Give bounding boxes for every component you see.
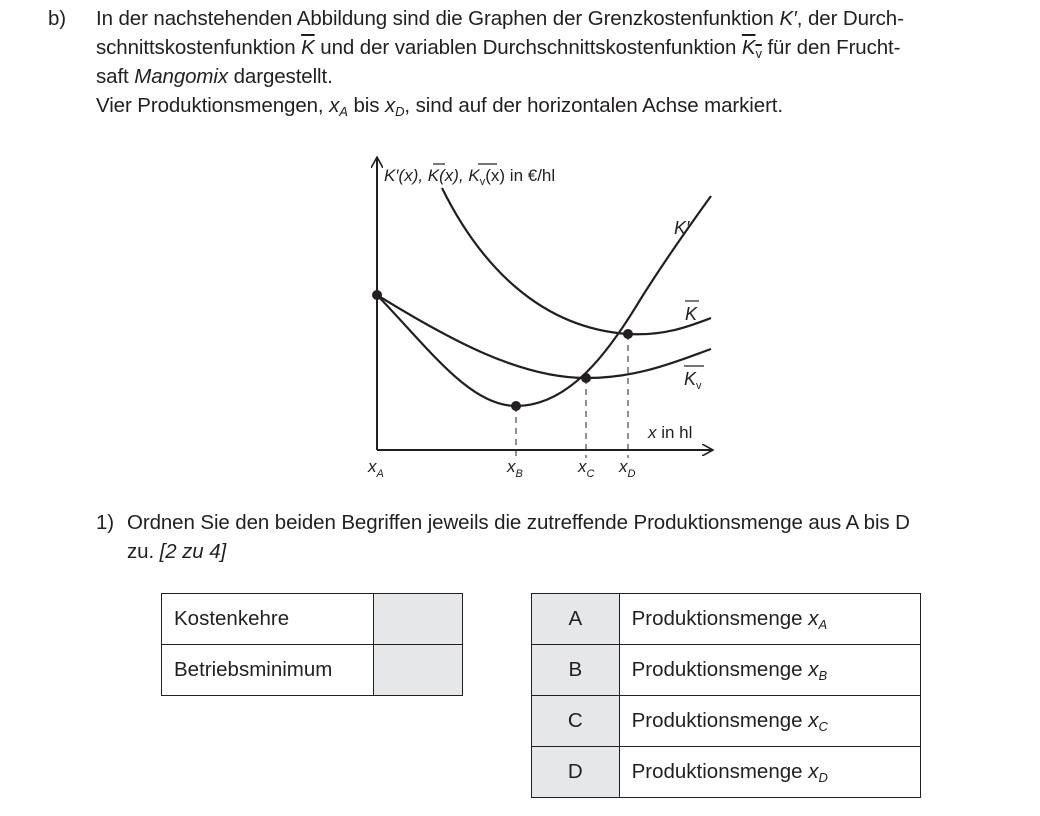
label-kprime: K′ (674, 218, 690, 238)
tick-xc: $x_C$ (578, 457, 595, 480)
option-text: Produktionsmenge $x_A$ (619, 594, 920, 645)
task-label: b) (48, 7, 67, 30)
table-row (162, 645, 463, 696)
task-line-3: saft Mangomix dargestellt. (96, 65, 333, 88)
question-number: 1) (96, 511, 115, 534)
series-kprime (377, 196, 711, 406)
y-axis-label: K′(x), K(x), $K_v(x)$ in €/hl (384, 166, 556, 188)
question-line-2: zu. [2 zu 4] (127, 540, 227, 563)
option-letter: D (532, 747, 620, 798)
option-text: Produktionsmenge $x_D$ (619, 747, 920, 798)
label-kv: $K_v$ (684, 369, 702, 392)
label-k: K (685, 304, 698, 324)
table-row (532, 645, 921, 696)
option-text: Produktionsmenge $x_B$ (619, 645, 920, 696)
task-line-2: schnittskostenfunktion $\overline{K}$ und der variablen Durchschnittskostenfunktion $K_v$ für den Frucht- (96, 36, 901, 61)
tick-xa: $x_A$ (368, 457, 384, 480)
tick-xb: $x_B$ (507, 457, 523, 480)
table-row (162, 594, 463, 645)
tick-xd: $x_D$ (619, 457, 636, 480)
answer-box-kostenkehre[interactable] (373, 594, 462, 645)
option-text: Produktionsmenge $x_C$ (619, 696, 920, 747)
question-text (127, 508, 910, 566)
x-axis-label: x in hl (648, 423, 693, 442)
point-min-k (623, 329, 633, 339)
answer-box-betriebsminimum[interactable] (373, 645, 462, 696)
table-row (532, 594, 921, 645)
option-letter: A (532, 594, 620, 645)
question-line-1: Ordnen Sie den beiden Begriffen jeweils die zutreffende Produktionsmenge aus A bis D (127, 511, 910, 534)
term-cell: Betriebsminimum (162, 645, 374, 696)
point-min-kprime (511, 401, 521, 411)
table-row (532, 747, 921, 798)
task-line-4: Vier Produktionsmengen, $x_A$ bis $x_D$, sind auf der horizontalen Achse markiert. (96, 94, 783, 119)
option-letter: C (532, 696, 620, 747)
point-min-kv (581, 373, 591, 383)
table-row (532, 696, 921, 747)
term-table (161, 593, 463, 696)
option-table (531, 593, 921, 798)
point-start (372, 290, 382, 300)
term-cell: Kostenkehre (162, 594, 374, 645)
series-k (442, 188, 711, 334)
task-line-1: In der nachstehenden Abbildung sind die Graphen der Grenzkostenfunktion K′, der Durch- (96, 7, 904, 30)
option-letter: B (532, 645, 620, 696)
